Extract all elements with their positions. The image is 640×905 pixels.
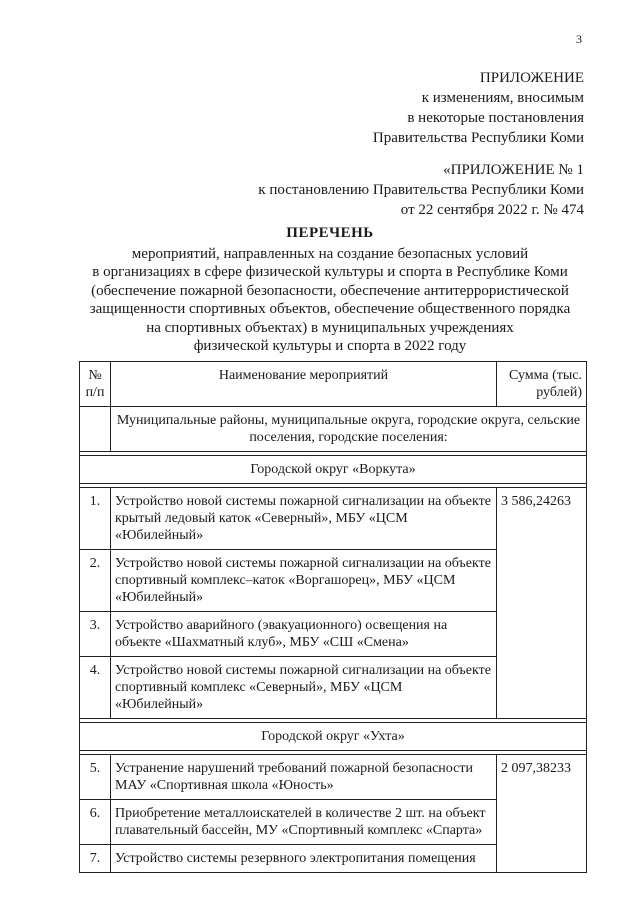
row-num: 7. <box>80 845 111 873</box>
title-heading: ПЕРЕЧЕНЬ <box>286 225 374 241</box>
table-header-row <box>80 362 587 407</box>
appendix-block <box>373 68 584 148</box>
row-name: Устройство новой системы пожарной сигнализации на объекте спортивный комплекс–каток «Воргашорец», МБУ «ЦСМ «Юбилейный» <box>111 550 497 612</box>
table-row <box>80 488 587 550</box>
header-sum: Сумма (тыс. рублей) <box>497 362 587 407</box>
row-num: 4. <box>80 657 111 719</box>
row-num: 6. <box>80 800 111 845</box>
section-title-vorkuta: Городской округ «Воркута» <box>80 456 587 484</box>
original-appendix-line: к постановлению Правительства Республики Коми <box>258 182 584 198</box>
measures-table <box>79 361 587 873</box>
original-appendix-date: от 22 сентября 2022 г. № 474 <box>400 202 584 218</box>
header-name: Наименование мероприятий <box>111 362 497 407</box>
section-row <box>80 723 587 751</box>
page-number: 3 <box>576 32 582 46</box>
title-line: мероприятий, направленных на создание безопасных условий <box>131 245 529 262</box>
row-num: 5. <box>80 755 111 800</box>
appendix-line: к изменениям, вносимым <box>421 90 584 106</box>
document-title <box>60 224 600 356</box>
municipal-heading: Муниципальные районы, муниципальные округа, городские округа, сельские поселения, городские поселения: <box>111 407 587 452</box>
row-name: Устранение нарушений требований пожарной безопасности МАУ «Спортивная школа «Юность» <box>111 755 497 800</box>
title-line: (обеспечение пожарной безопасности, обеспечение антитеррористической <box>91 282 569 299</box>
appendix-line: Правительства Республики Коми <box>372 130 584 146</box>
title-line: в организациях в сфере физической культуры и спорта в Республике Коми <box>92 264 568 280</box>
section-row <box>80 456 587 484</box>
original-appendix-title: «ПРИЛОЖЕНИЕ № 1 <box>443 162 584 178</box>
appendix-title: ПРИЛОЖЕНИЕ <box>479 70 584 86</box>
row-sum-ukhta: 2 097,38233 <box>497 755 587 873</box>
row-num: 3. <box>80 612 111 657</box>
row-name: Приобретение металлоискателей в количестве 2 шт. на объект плавательный бассейн, МУ «Спортивный комплекс «Спарта» <box>111 800 497 845</box>
row-num: 2. <box>80 550 111 612</box>
row-name: Устройство аварийного (эвакуационного) освещения на объекте «Шахматный клуб», МБУ «СШ «Смена» <box>111 612 497 657</box>
appendix-line: в некоторые постановления <box>407 110 584 126</box>
title-line: защищенности спортивных объектов, обеспечение общественного порядка <box>89 301 571 317</box>
row-name: Устройство новой системы пожарной сигнализации на объекте крытый ледовый каток «Северный», МБУ «ЦСМ «Юбилейный» <box>111 488 497 550</box>
municipal-heading-row <box>80 407 587 452</box>
row-num: 1. <box>80 488 111 550</box>
row-sum-vorkuta: 3 586,24263 <box>497 488 587 719</box>
original-appendix-block <box>258 160 584 220</box>
table-row <box>80 755 587 800</box>
title-line: физической культуры и спорта в 2022 году <box>193 338 467 354</box>
title-line: на спортивных объектах) в муниципальных учреждениях <box>146 319 514 336</box>
section-title-ukhta: Городской округ «Ухта» <box>80 723 587 751</box>
row-name: Устройство системы резервного электропитания помещения <box>111 845 497 873</box>
header-num: № п/п <box>80 362 111 407</box>
row-name: Устройство новой системы пожарной сигнализации на объекте спортивный комплекс «Северный», МБУ «ЦСМ «Юбилейный» <box>111 657 497 719</box>
